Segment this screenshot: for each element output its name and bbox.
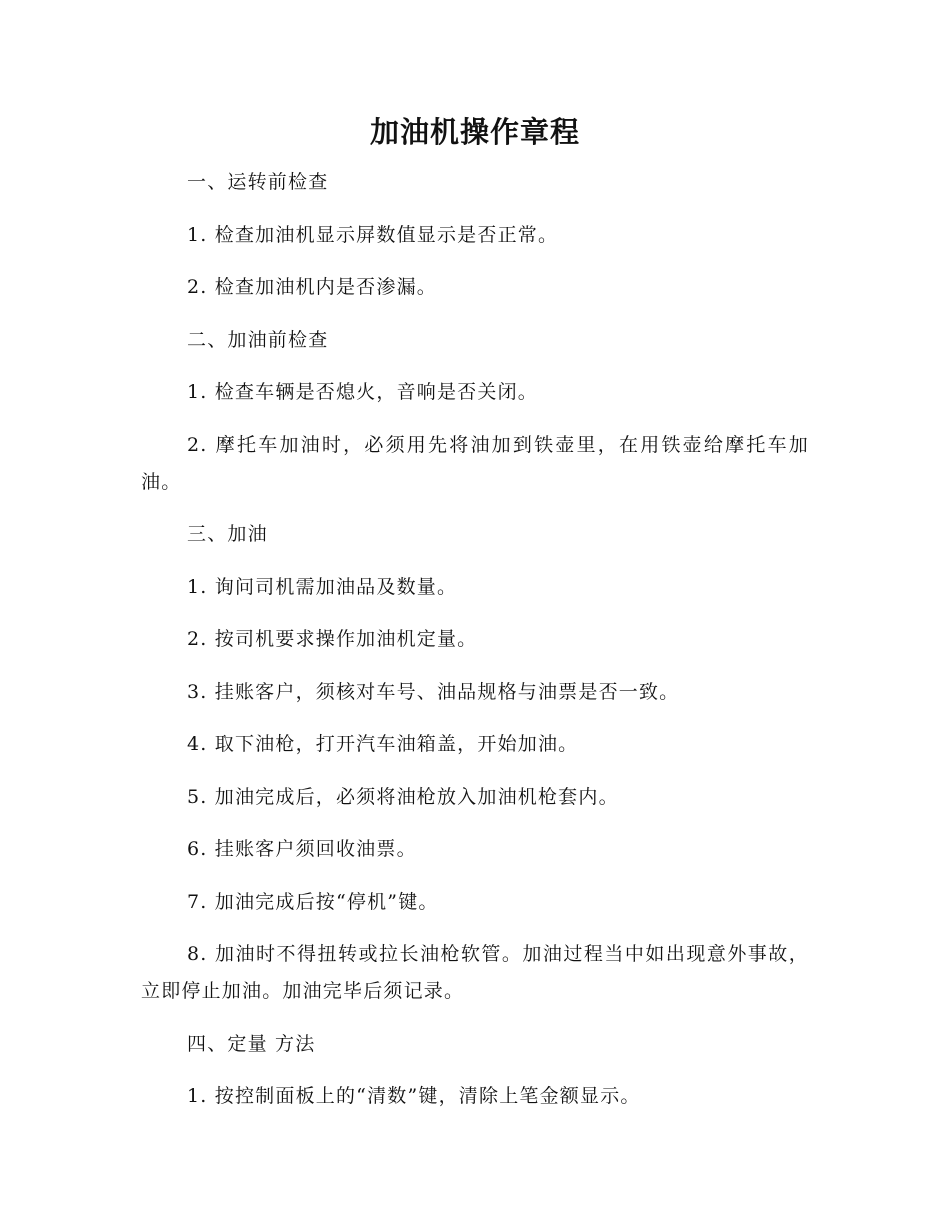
list-item: 4. 取下油枪，打开汽车油箱盖，开始加油。 — [187, 733, 579, 755]
list-item: 2. 摩托车加油时，必须用先将油加到铁壶里，在用铁壶给摩托车加油。 — [141, 433, 809, 493]
list-item: 2. 检查加油机内是否渗漏。 — [187, 276, 437, 298]
section-heading: 一、运转前检查 — [187, 171, 329, 193]
list-item: 6. 挂账客户须回收油票。 — [187, 838, 417, 860]
list-item: 1. 按控制面板上的“清数”键，清除上笔金额显示。 — [187, 1085, 641, 1107]
section-heading: 二、加油前检查 — [187, 328, 329, 351]
document-title: 加油机操作章程 — [369, 115, 580, 149]
list-item: 8. 加油时不得扭转或拉长油枪软管。加油过程当中如出现意外事故，立即停止加油。加油完毕后须记录。 — [141, 943, 809, 1002]
list-item: 3. 挂账客户，须核对车号、油品规格与油票是否一致。 — [187, 680, 680, 703]
list-item: 5. 加油完成后，必须将油枪放入加油机枪套内。 — [187, 785, 619, 808]
section-heading: 四、定量 方法 — [187, 1032, 316, 1055]
list-item: 2. 按司机要求操作加油机定量。 — [187, 628, 478, 650]
list-item: 7. 加油完成后按“停机”键。 — [187, 890, 439, 913]
list-item: 1. 检查加油机显示屏数值显示是否正常。 — [187, 223, 559, 246]
list-item: 1. 询问司机需加油品及数量。 — [187, 575, 458, 598]
document-body — [141, 164, 809, 1131]
section-heading: 三、加油 — [187, 523, 268, 545]
list-item: 1. 检查车辆是否熄火，音响是否关闭。 — [187, 381, 538, 403]
